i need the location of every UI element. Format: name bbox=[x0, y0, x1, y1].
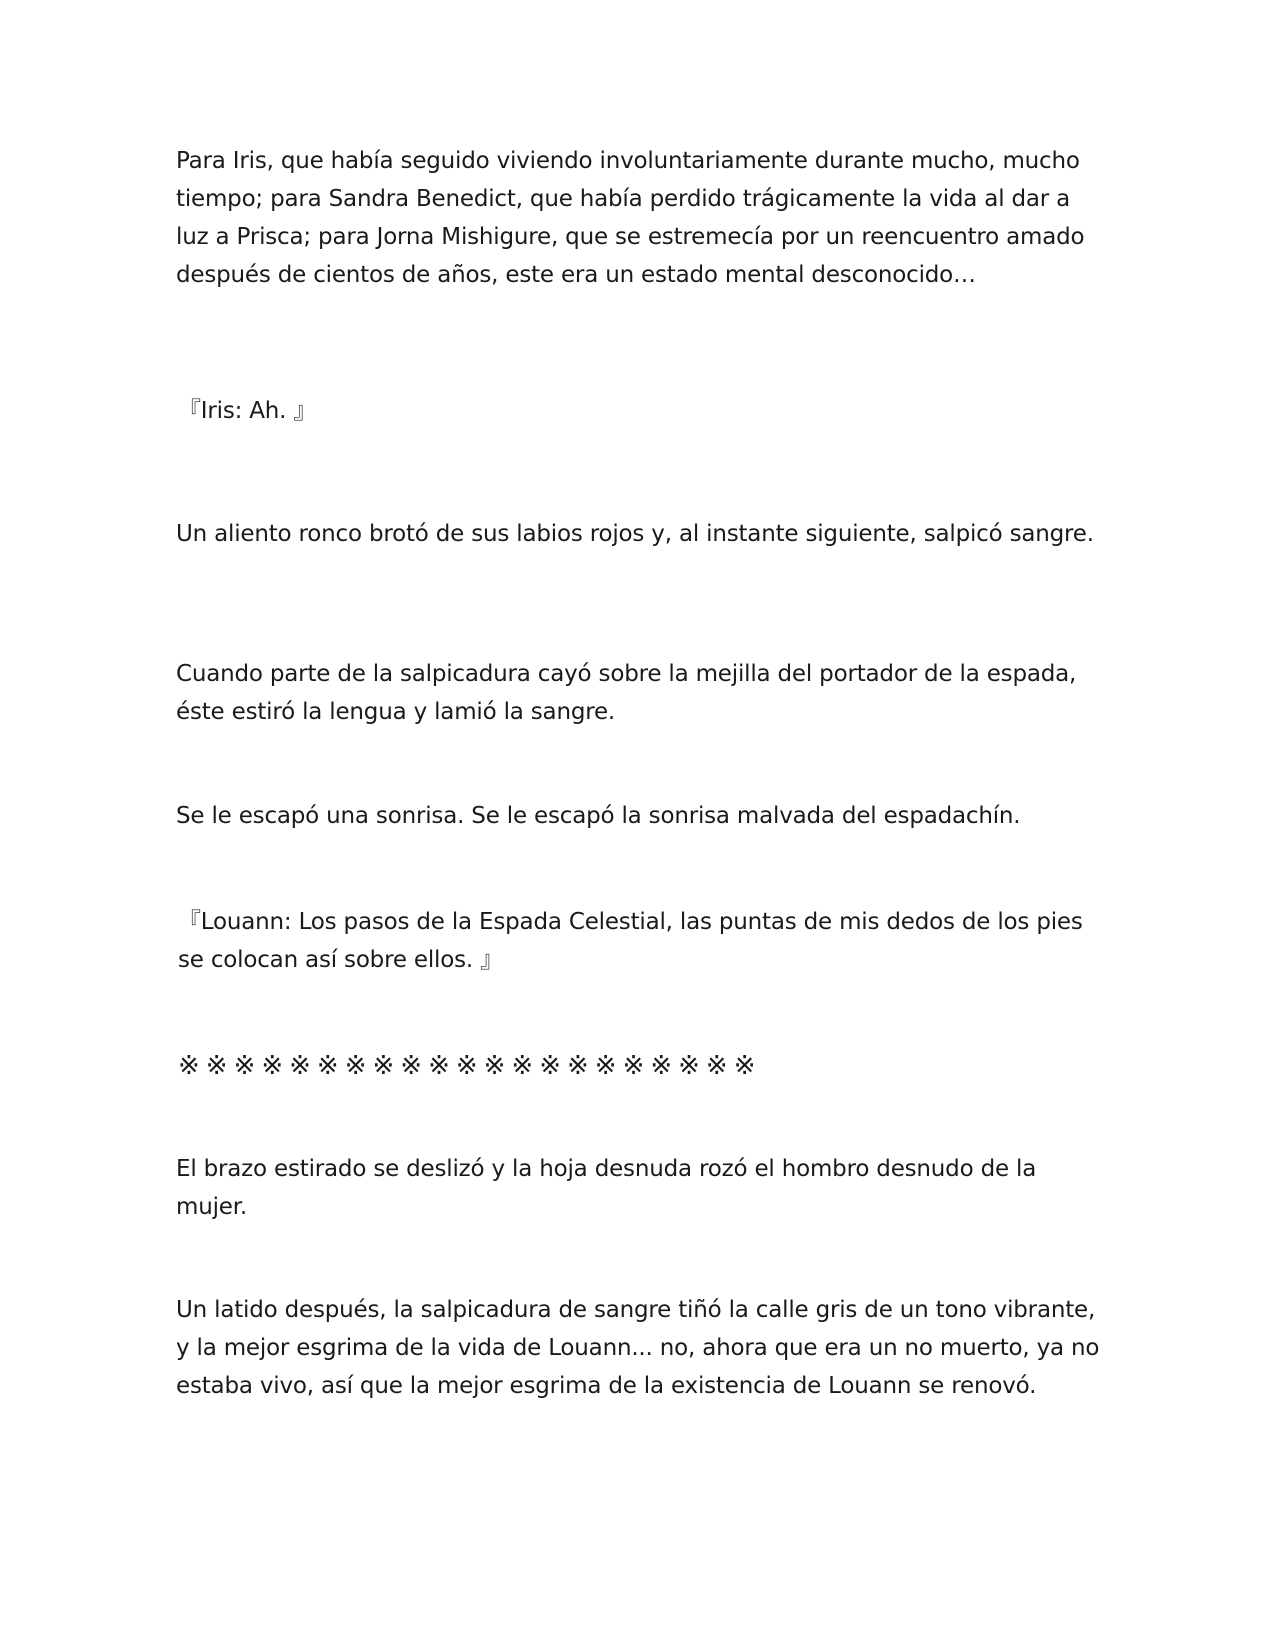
paragraph-breath: Un aliento ronco brotó de sus labios rojos y, al instante siguiente, salpicó sangre. bbox=[176, 521, 1094, 547]
paragraph-arm: El brazo estirado se deslizó y la hoja desnuda rozó el hombro desnudo de la mujer. bbox=[176, 1156, 1037, 1220]
dialogue-louann: 『Louann: Los pasos de la Espada Celestial, las puntas de mis dedos de los pies se colocan así sobre ellos. 』 bbox=[178, 909, 1083, 973]
dialogue-iris: 『Iris: Ah. 』 bbox=[178, 398, 317, 424]
paragraph-intro: Para Iris, que había seguido viviendo involuntariamente durante mucho, mucho tiempo; para Sandra Benedict, que había perdido trágicamente la vida al dar a luz a Prisca; para Jorna Mishigure, que se estremecía por un reencuentro amado después de cientos de años, este era un estado mental desconocido… bbox=[176, 148, 1085, 288]
paragraph-splash: Cuando parte de la salpicadura cayó sobre la mejilla del portador de la espada, éste estiró la lengua y lamió la sangre. bbox=[176, 661, 1077, 725]
paragraph-heartbeat: Un latido después, la salpicadura de sangre tiñó la calle gris de un tono vibrante, y la mejor esgrima de la vida de Louann... no, ahora que era un no muerto, ya no estaba vivo, así que la mejor esgrima de la existencia de Louann se renovó. bbox=[176, 1297, 1100, 1399]
scene-separator: ※※※※※※※※※※※※※※※※※※※※※ bbox=[178, 1051, 762, 1081]
paragraph-smile: Se le escapó una sonrisa. Se le escapó la sonrisa malvada del espadachín. bbox=[176, 803, 1021, 829]
